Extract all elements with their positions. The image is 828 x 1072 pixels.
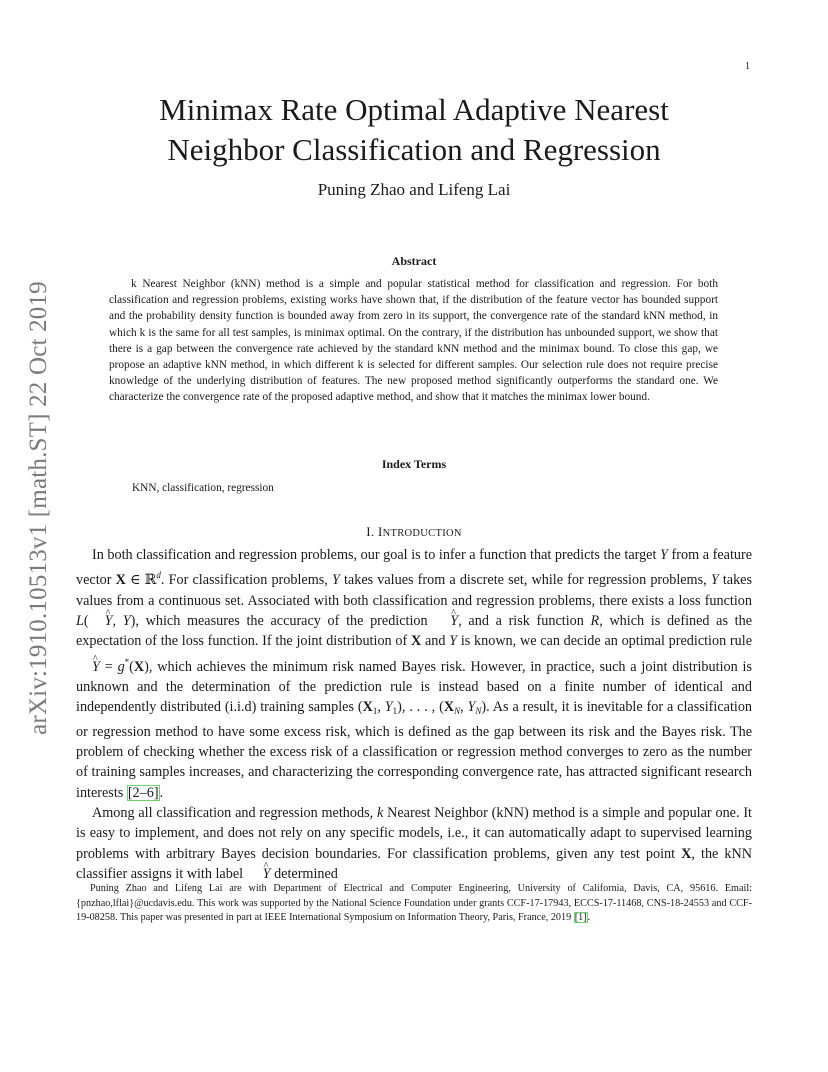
paper-title-line-2: Neighbor Classification and Regression [167,132,661,167]
section-heading-introduction [76,524,752,540]
paper-title-line-1: Minimax Rate Optimal Adaptive Nearest [159,92,669,127]
abstract-heading: Abstract [391,254,437,268]
citation-link-2-6[interactable]: [2–6] [127,784,159,801]
footnote [76,882,752,926]
index-terms-text: KNN, classification, regression [132,482,274,494]
arxiv-identifier-text: arXiv:1910.10513v1 [math.ST] 22 Oct 2019 [25,281,52,735]
page-number: 1 [745,61,750,72]
abstract-text: k Nearest Neighbor (kNN) method is a simple and popular statistical method for classification and regression. For both classification and regression problems, existing works have shown that, if the distribution of the feature vector has bounded support and the probability density function is bounded away from zero in its support, the convergence rate of the standard kNN method, in which k is the same for all test samples, is minimax optimal. On the contrary, if the distribution has unbounded support, we show that there is a gap between the convergence rate achieved by the standard kNN method and the minimax bound. To close this gap, we propose an adaptive kNN method, in which different k is selected for different samples. Our selection rule does not require precise knowledge of the underlying distribution of features. The new proposed method significantly outperforms the standard one. We characterize the convergence rate of the proposed adaptive method, and show that it matches the minimax lower bound. [109,278,718,404]
abstract-body [109,276,718,406]
citation-link-1[interactable]: [1] [574,912,587,923]
introduction-paragraph-2: Among all classification and regression methods, k Nearest Neighbor (kNN) method is a simple and popular one. It is easy to implement, and does not rely on any specific models, i.e., it can automatically adapt to supervised learning problems with arbitrary Bayes decision boundaries. For classification problems, given any test point X, the kNN classifier assigns it with label ^ Y determined [76,803,752,884]
arxiv-identifier-stamp [20,270,58,746]
paper-title [76,90,752,170]
section-title-initial: I [377,524,383,539]
paper-authors: Puning Zhao and Lifeng Lai [317,180,511,199]
introduction-paragraph-1: In both classification and regression problems, our goal is to infer a function that predicts the target Y from a feature vector X ∈ ℝ$^d$. For classification problems, Y takes values from a discrete set, while for regression problems, Y takes values from a continuous set. Associated with both classification and regression problems, there exists a loss function L(^ Y, Y), which measures the accuracy of the prediction ^ Y, and a risk function R, which is defined as the expectation of the loss function. If the joint distribution of X and Y is known, we can decide an optimal prediction rule ^ Y = g*(X), which achieves the minimum risk named Bayes risk. However, in practice, such a joint distribution is unknown and the determination of the prediction rule is instead based on a finite number of identical and independently distributed (i.i.d) training samples ($X_1$, $Y_1$), . . . , ($X_N$, $Y_N$). As a result, it is inevitable for a classification or regression method to have some excess risk, which is defined as the gap between its risk and the Bayes risk. The problem of checking whether the excess risk of a classification or regression method converges to zero as the number of training samples increases, and characterizing the corresponding convergence rate, has attracted significant research interests [2–6]. [76,545,752,803]
introduction-body [76,545,752,885]
footnote-text: Puning Zhao and Lifeng Lai are with Department of Electrical and Computer Engineering, University of California, Davis, CA, 95616. Email: {pnzhao,lflai}@ucdavis.edu. This work was supported by the National Science Foundation under grants CCF-17-17943, ECCS-17-11468, CNS-18-24553 and CCF-19-08258. This paper was presented in part at IEEE International Symposium on Information Theory, Paris, France, 2019 [1]. [76,883,752,923]
section-title-rest: NTRODUCTION [382,528,462,539]
index-terms-heading: Index Terms [381,457,447,471]
section-number: I. [366,524,375,539]
